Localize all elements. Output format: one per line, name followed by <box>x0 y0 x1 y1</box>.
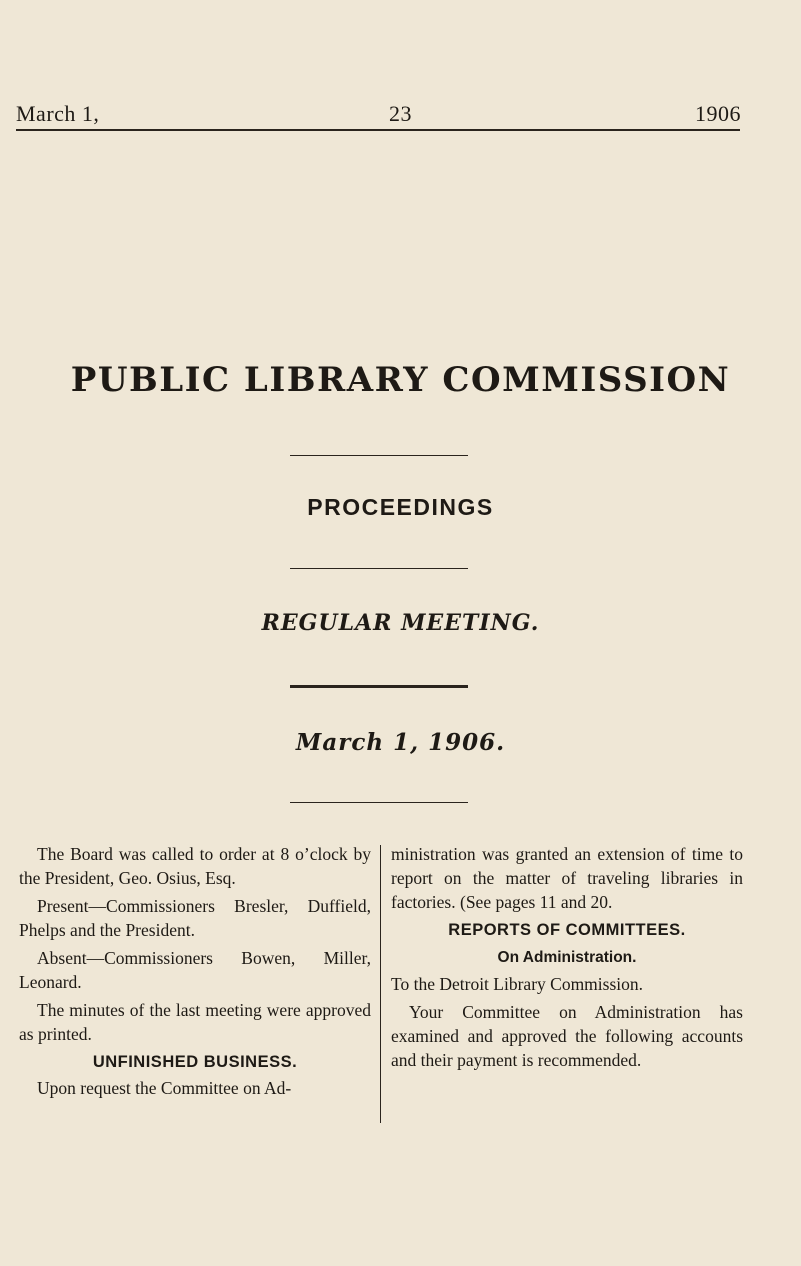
paragraph: ministration was granted an extension of time to report on the matter of traveling libraries in factories. (See pages 11 and 20. <box>391 844 743 912</box>
paragraph: Upon request the Committee on Ad- <box>37 1078 292 1098</box>
paragraph: Present—Commissioners Bresler, Duffield, Phelps and the President. <box>19 896 371 940</box>
left-column <box>19 842 371 1100</box>
section-heading: REPORTS OF COMMITTEES. <box>448 921 686 939</box>
section-heading: UNFINISHED BUSINESS. <box>92 1053 298 1071</box>
subsection-heading: On Administration. <box>497 949 637 966</box>
section-subtitle: PROCEEDINGS <box>307 494 494 520</box>
document-title: PUBLIC LIBRARY COMMISSION <box>70 360 731 400</box>
paragraph: Your Committee on Administration has examined and approved the following accounts and their payment is recommended. <box>391 1002 743 1070</box>
column-divider <box>380 845 381 1123</box>
page-number: 23 <box>389 101 412 126</box>
running-header-date: March 1, <box>16 101 100 126</box>
divider-rule <box>290 455 468 456</box>
paragraph: The minutes of the last meeting were approved as printed. <box>19 1000 371 1044</box>
header-rule <box>16 129 740 131</box>
divider-rule <box>290 685 468 688</box>
paragraph: To the Detroit Library Commission. <box>391 974 644 994</box>
meeting-date: March 1, 1906. <box>295 729 506 756</box>
paragraph: The Board was called to order at 8 o’clock by the President, Geo. Osius, Esq. <box>19 844 371 888</box>
divider-rule <box>290 802 468 803</box>
running-header-year: 1906 <box>695 101 741 126</box>
paragraph: Absent—Commissioners Bowen, Miller, Leonard. <box>19 948 371 992</box>
meeting-type: REGULAR MEETING. <box>261 610 540 636</box>
right-column <box>391 842 743 1072</box>
divider-rule <box>290 568 468 569</box>
